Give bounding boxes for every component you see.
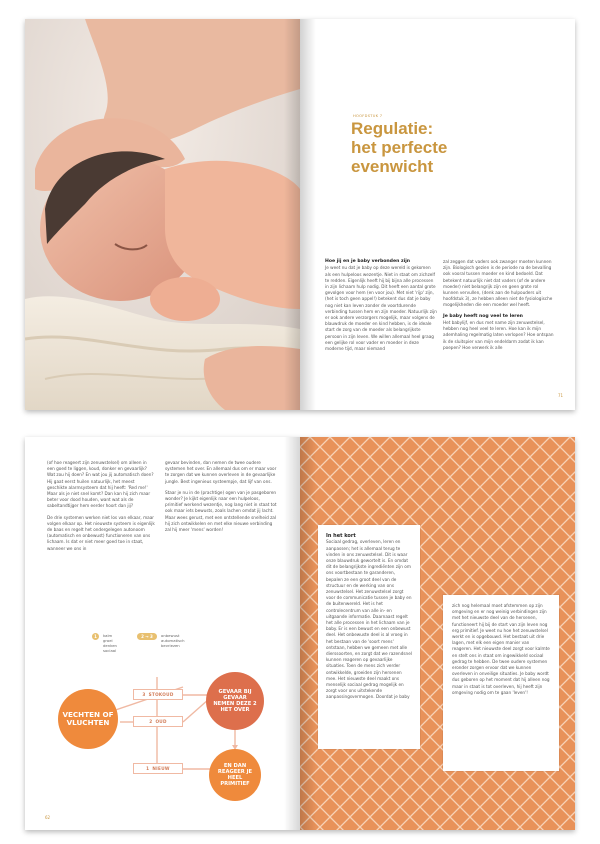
section-heading-2: Je baby heeft nog veel te leren — [443, 313, 523, 319]
pill-number: 1 — [146, 766, 150, 771]
gutter-shadow-right — [300, 19, 316, 410]
text-column-2 — [443, 259, 555, 356]
body-paragraph: De drie systemen werken niet los van elkaar, maar volgen elkaar op. Het nieuwste systeem is eigenlijk de baas en regelt het ondergelegen autonoom (automatisch en onbewust) functioneren van ons lichaam. Is dat er niet meer goed toe in staat, wanneer we ons in — [47, 514, 155, 551]
legend-text-1: kalm groei denken sociaal — [103, 633, 117, 653]
legend-number-2: 2 → 3 — [137, 633, 157, 640]
chapter-label: HOOFDSTUK 7 — [353, 114, 383, 118]
in-short-text: Sociaal gedrag, overleven, leren en aanpassen; het is allemaal terug te vinden in ons zenuwstelsel. Dit is waar onze blauwdruk gewortelt is. En omdat dit de belangrijkste ingrediënten zijn om ons voortbestaan te garanderen, bepalen ze een groot deel van de structuur en de werking van ons zenuwstelsel. Het zenuwstelsel zorgt voor de communicatie tussen je baby en de buitenwereld. Het is het controlecentrum van alle in- en uitgaande informatie. Daarnaast regelt het alle processen in het lichaam van je baby. Er is een bewust en een onbewust deel. Het onbewuste deel is al vroeg in het bestaan van de 'soort mens' ontstaan, hebben we gemeen met alle dierssoorten, en zorgt dat we razendsnel kunnen reageren op gevaarlijke situaties. Toen de mens zich verder ontwikkelde, groeiden zijn hersenen mee. Het nieuwste deel maakt ons menselijk sociaal gedrag mogelijk en zorgt voor ons uitstekende aanpassingsvermogen. Doordat je baby — [326, 539, 412, 700]
legend-number-1: 1 — [92, 633, 99, 640]
pill-label: NIEUW — [152, 766, 170, 771]
continued-box — [443, 595, 559, 771]
newborn-photo — [25, 19, 300, 410]
danger-circle: GEVAAR BIJ GEVAAR NEMEN DEZE 2 HET OVER — [206, 672, 264, 730]
text-diagram-page — [25, 437, 300, 830]
body-paragraph: zal zeggen dat vaders ook zwanger moeten kunnen zijn. Biologisch gezien is de periode na de bevalling ook vooral tussen moeder en kind bedoeld. Dat betekent natuurlijk niet dat vaders (of de andere moeder) niet belangrijk zijn en geen grote rol kunnen vervullen, (denk aan de hulpouders uit hoofdstuk 3), ze hebben alleen niet de fysiologische mogelijkheden die een moeder wel heeft. — [443, 259, 553, 308]
title-line-2: het perfecte — [351, 138, 448, 157]
pill-number: 3 — [142, 692, 146, 697]
text-column-1 — [325, 259, 437, 357]
chapter-page — [300, 19, 575, 410]
body-paragraph: Staar je nu in de (prachtige) ogen van je pasgeboren wonder? Je kijkt eigenlijk naar een hulpeloos, primitief werkend wezentje, nog lang niet in staat tot ook maar iets bewusts, zoals lachen omdat jij lacht. Maar wees gerust, met een ontstellende snelheid zal hij zich ontwikkelen en met elke nieuwe verbinding zal hij meer 'mens' worden! — [165, 489, 277, 533]
title-line-3: evenwicht — [351, 157, 434, 176]
body-paragraph: (of hoe reageert zijn zenuwstelsel) om alleen in een goed te liggen, koud, donker en gevaarlijk? Wat zou hij doen? En wat jou jij automatisch doen? Hij gaat eerst huilen natuurlijk, het meest geschikte alarmsysteem dat hij heeft: 'Red me!' Maar als je niet snel komt? Dan kan hij zich maar beter voor dood houden, want wat als de sabeltandtijger hem eerder hoort dan jij? — [47, 460, 154, 509]
pill-label: OUD — [155, 719, 167, 724]
page-number: 71 — [558, 393, 564, 398]
bottom-spread — [25, 437, 575, 830]
fight-flight-circle: VECHTEN OF VLUCHTEN — [58, 689, 118, 749]
primitive-circle: EN DAN REAGEER JE HEEL PRIMITIEF — [209, 749, 261, 801]
body-paragraph: Je weet nu dat je baby op deze wereld is gekomen als een hulpeloos wezentje. Niet in staat om zichzelf te redden. Eigenlijk heeft hij bij bijna alle processen in zijn lichaam hulp nodig. Dit heeft een aantal grote gevolgen voor hem (en voor jou). Met niet 'rijp' zijn, (het is toch geen appel!) betekent dus dat je baby nog niet kan leven zonder de voortdurende verbinding tussen hem en zijn moeder. Natuurlijk zijn er ook andere verzorgers mogelijk, maar volgens de blauwdruk de moeder en kind hebben, is de ideale start de zorg van de moeder als belangrijkste persoon in zijn leven. We willen allemaal heel graag een gelijke rol voor vader en moeder in deze moderne tijd, maar niemand — [325, 265, 437, 352]
pattern-page — [300, 437, 575, 830]
chapter-title — [351, 119, 447, 176]
page-number: 62 — [45, 815, 51, 820]
pill-label: STOKOUD — [148, 692, 174, 697]
body-paragraph: Het babylijf, en dus met name zijn zenuwstelsel, hebben nog heel veel te leren. Hoe kan ik mijn ademhaling regelmatig laten verlopen? Hoe ontspan ik de sluitspier van mijn endeldarm zodat ik kan poepen? Hoe verwerk ik alle — [443, 320, 554, 350]
pill-nieuw — [133, 763, 183, 774]
pill-oud — [133, 716, 183, 727]
body-paragraph: gevaar bevinden, dan nemen de twee oudere systemen het over. En allemaal dus om er maar voor te zorgen dat we kunnen overleven in de gevaarlijke jungle. Best ingenieus systeempje, dat lijf van ons. — [165, 460, 277, 484]
pill-stokoud — [133, 689, 183, 700]
photo-page — [25, 19, 300, 410]
top-spread — [25, 19, 575, 410]
in-short-box — [318, 525, 420, 749]
section-heading-1: Hoe jij en je baby verbonden zijn — [325, 259, 411, 264]
title-line-1: Regulatie: — [351, 119, 434, 138]
continued-text: zich nog helemaal moet afstemmen op zijn omgeving en er nog weinig verbindingen zijn met het nieuwste deel van de hersenen, functioneert hij bij de start van zijn leven nog erg primitief. Je weet nu hoe het zenuwstelsel werkt en is opgebouwd. Het bestaat uit drie lagen, met elk een eigen manier van reageren. Het nieuwste deel zorgt voor kalmte en stelt ons in staat om ingewikkeld sociaal gedrag te hebben. De twee oudere systemen eronder zorgen ervoor dat we kunnen overleven in onveilige situaties. Je baby wordt dus geboren op het moment dat hij alleen nog maar in staat is tot overleven, hij heeft zijn omgeving nodig om te gaan 'leven'! — [452, 603, 550, 695]
in-short-heading: In het kort — [326, 533, 356, 539]
legend-text-2: onbewust automatisch bevriezen — [161, 633, 185, 648]
pill-number: 2 — [149, 719, 153, 724]
